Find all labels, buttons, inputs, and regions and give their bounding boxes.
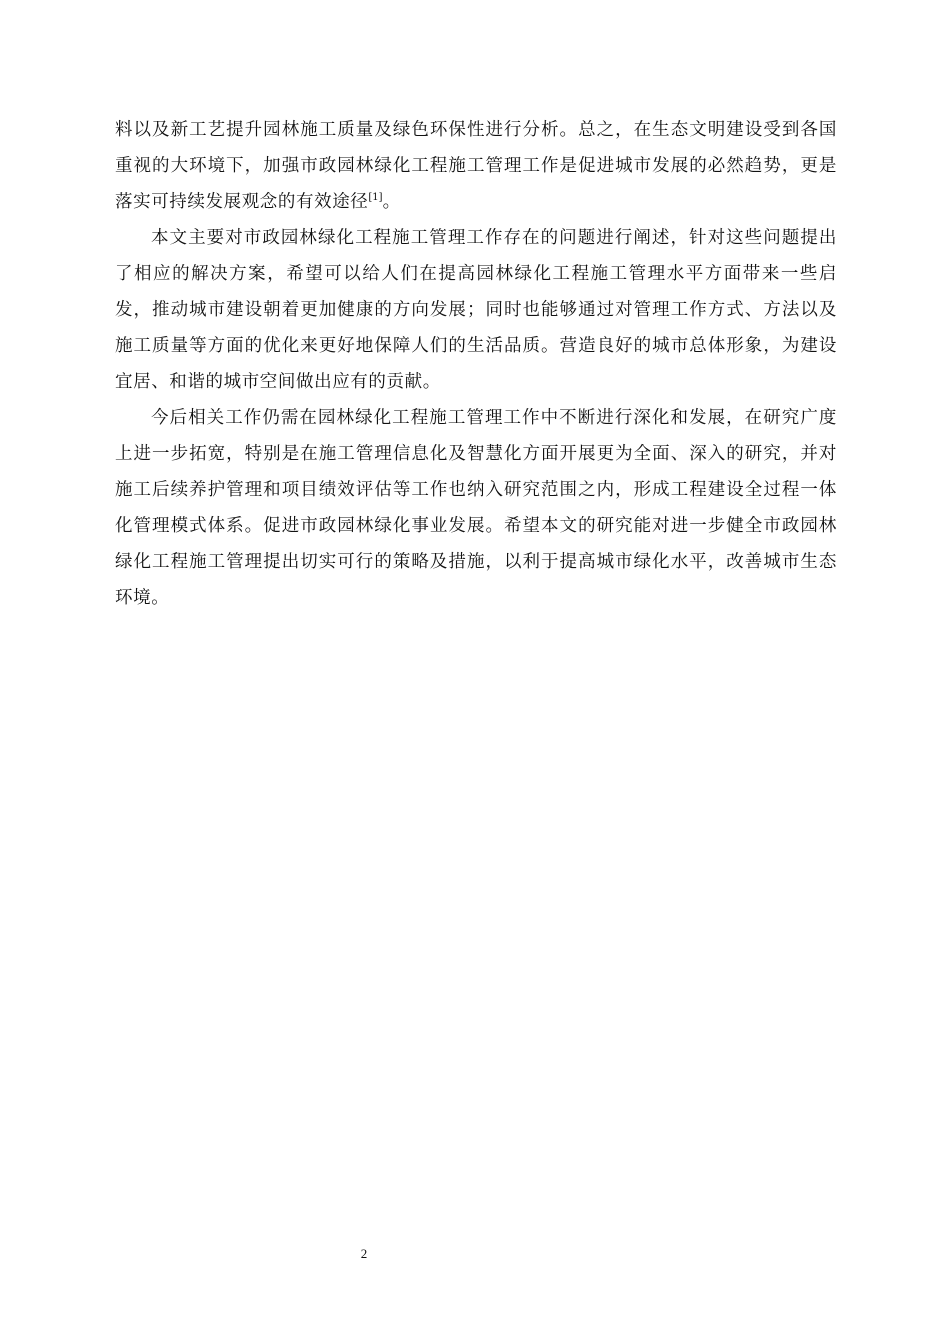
paragraph: 本文主要对市政园林绿化工程施工管理工作存在的问题进行阐述，针对这些问题提出了相应的解决方案，希望可以给人们在提高园林绿化工程施工管理水平方面带来一些启发，推动城市建设朝着更加健康的方向发展；同时也能够通过对管理工作方式、方法以及施工质量等方面的优化来更好地保障人们的生活品质。营造良好的城市总体形象，为建设宜居、和谐的城市空间做出应有的贡献。 xyxy=(115,228,837,392)
paragraph-continued xyxy=(115,112,837,220)
citation-reference: [1] xyxy=(368,192,383,203)
body-text xyxy=(115,112,837,616)
paragraph-text: 料以及新工艺提升园林施工质量及绿色环保性进行分析。总之，在生态文明建设受到各国重视的大环境下，加强市政园林绿化工程施工管理工作是促进城市发展的必然趋势，更是落实可持续发展观念的有效途径 xyxy=(115,120,837,212)
paragraph-tail: 。 xyxy=(382,192,401,212)
page-number: 2 xyxy=(360,1246,368,1261)
paragraph: 今后相关工作仍需在园林绿化工程施工管理工作中不断进行深化和发展，在研究广度上进一步拓宽，特别是在施工管理信息化及智慧化方面开展更为全面、深入的研究，并对施工后续养护管理和项目绩效评估等工作也纳入研究范围之内，形成工程建设全过程一体化管理模式体系。促进市政园林绿化事业发展。希望本文的研究能对进一步健全市政园林绿化工程施工管理提出切实可行的策略及措施，以利于提高城市绿化水平，改善城市生态环境。 xyxy=(115,408,837,608)
